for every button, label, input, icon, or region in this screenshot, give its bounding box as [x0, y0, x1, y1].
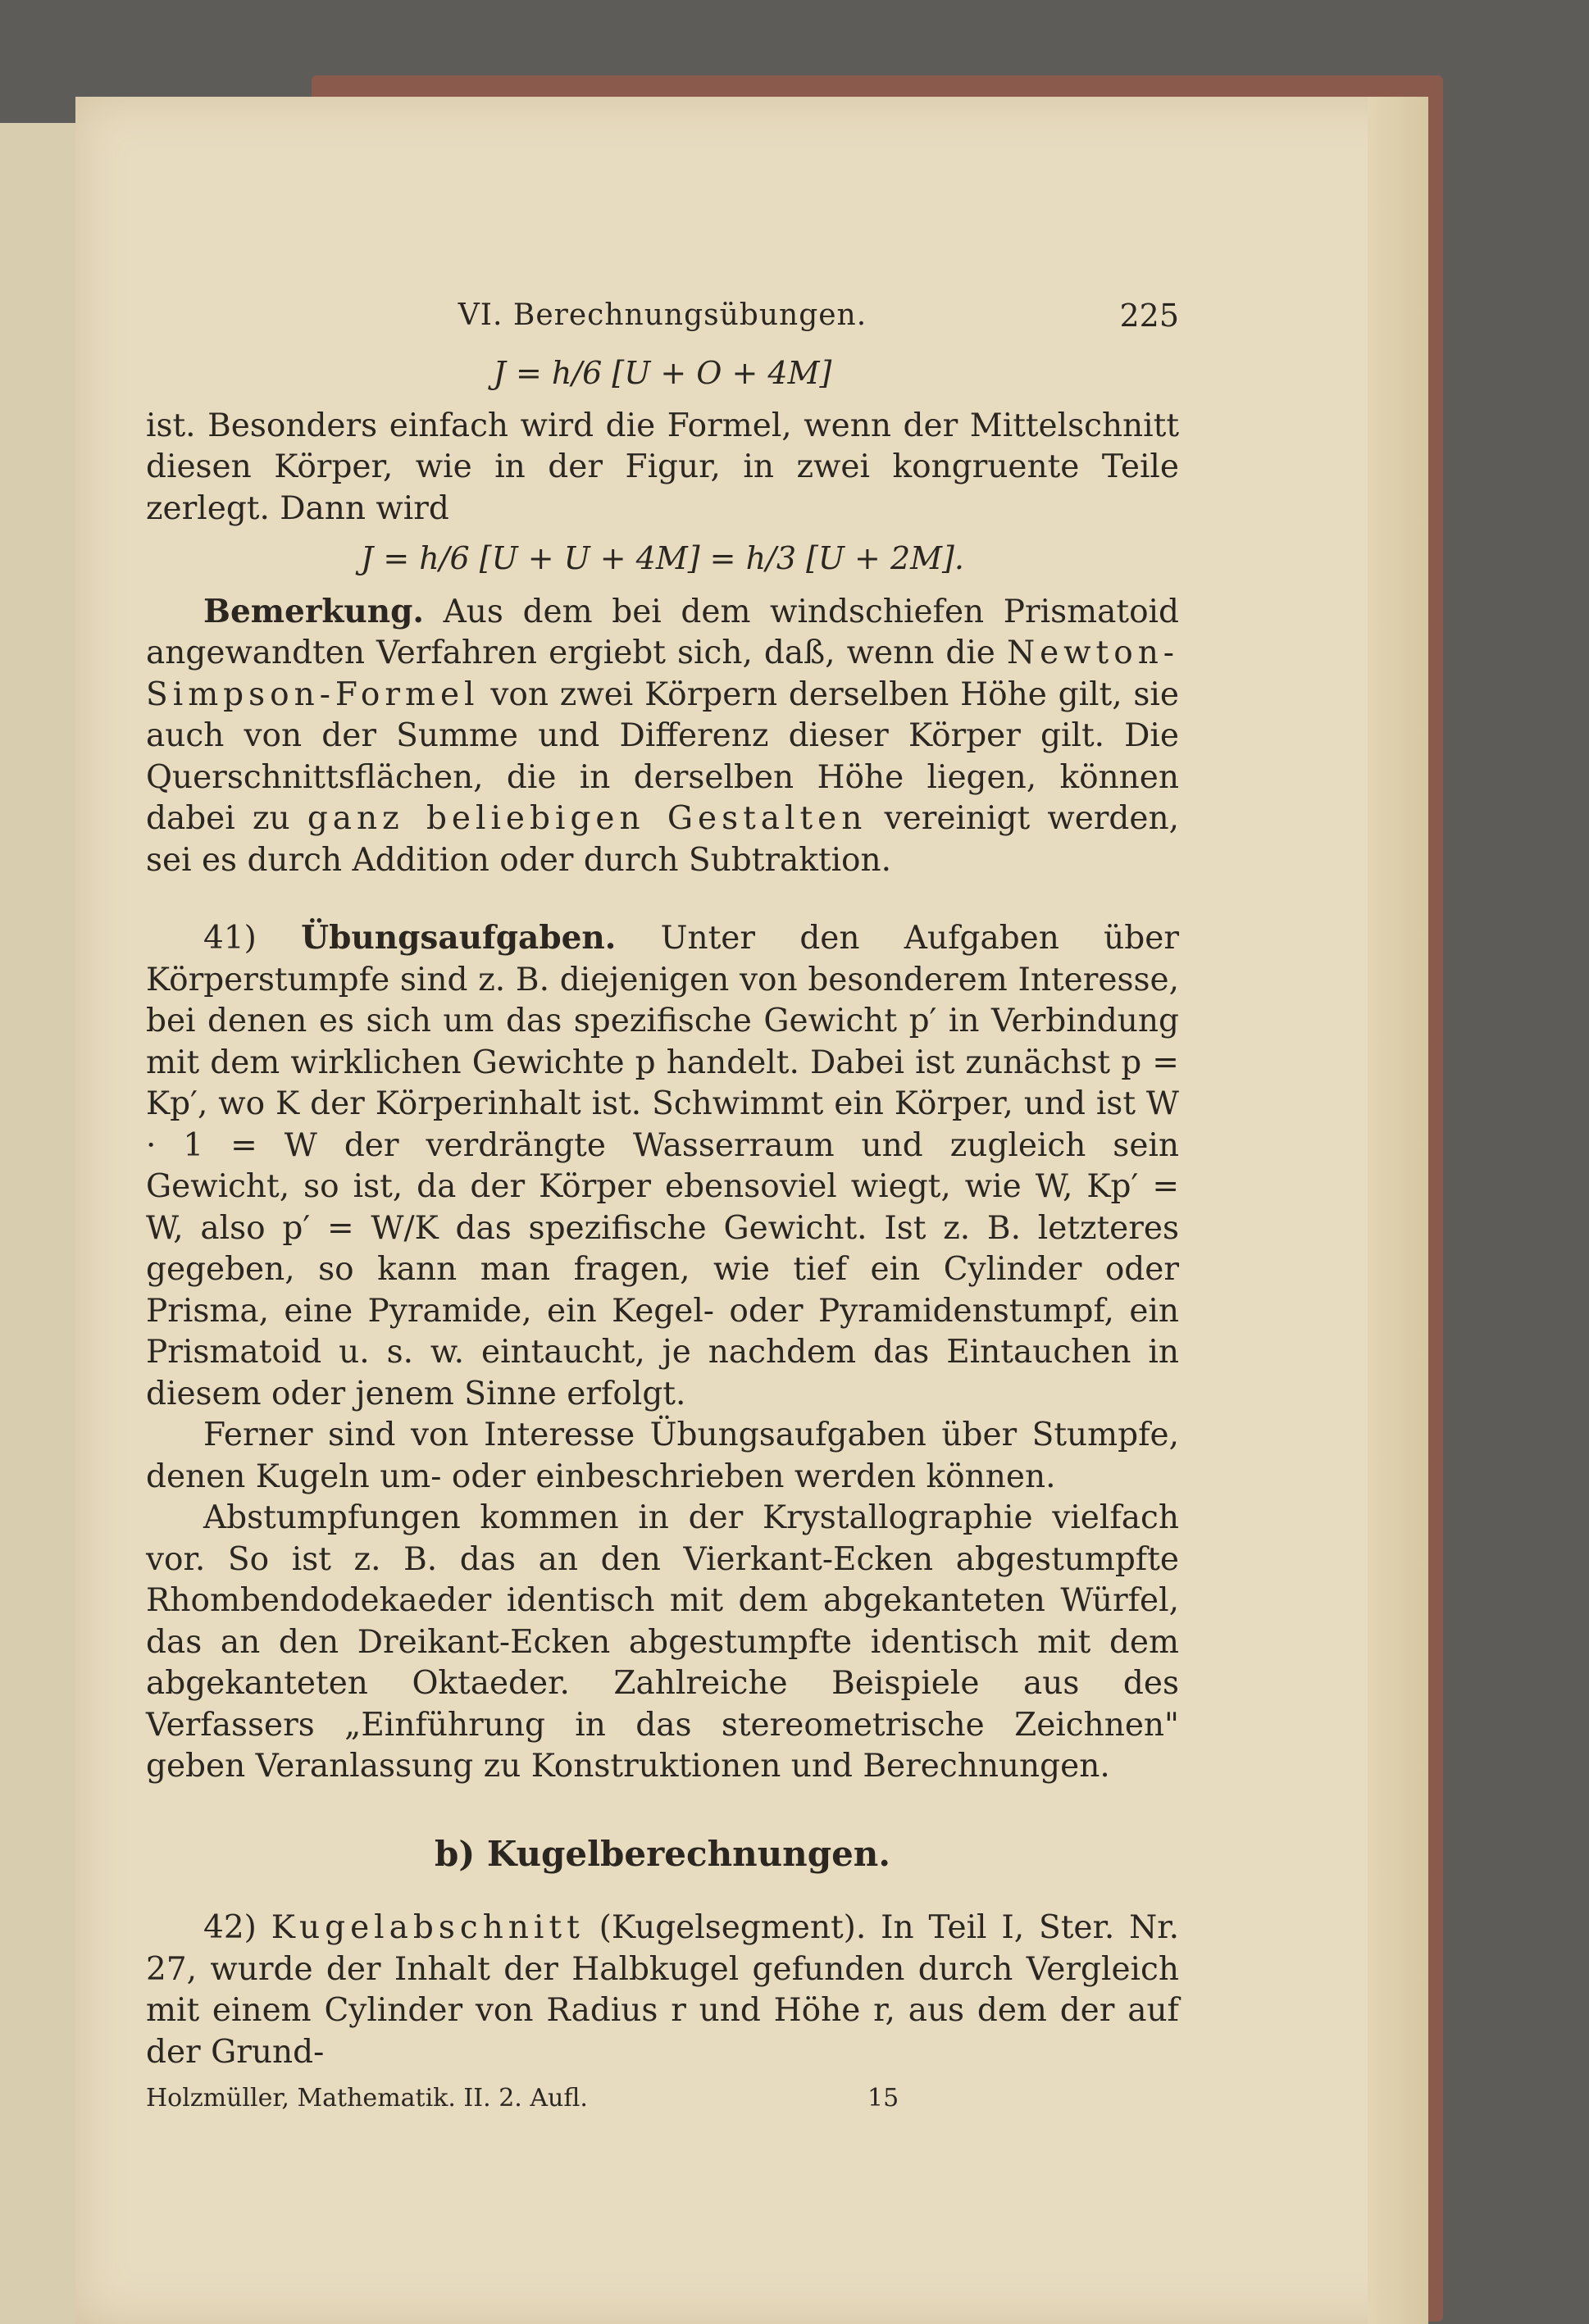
remark-paragraph	[146, 591, 1179, 882]
running-header	[146, 295, 1179, 344]
paragraph-abstumpfungen: Abstumpfungen kommen in der Krystallographie vielfach vor. So ist z. B. das an den Vierkant-Ecken abgestumpfte Rhombendodekaeder identisch mit dem abgekanteten Würfel, das an den Dreikant-Ecken abgestumpfte identisch mit dem abgekanteten Oktaeder. Zahlreiche Beispiele aus des Verfassers „Einführung in das stereometrische Zeichnen" geben Veranlassung zu Konstruktionen und Berechnungen.	[146, 1499, 1179, 1785]
remark-text-a: Aus dem bei dem windschiefen Prismatoid angewandten Verfahren ergiebt sich, daß, wenn die	[146, 593, 1179, 671]
remark-label: Bemerkung.	[203, 592, 424, 630]
header-title: VI. Berechnungsübungen.	[458, 298, 867, 332]
footer-signature: Holzmüller, Mathematik. II. 2. Aufl.	[146, 2084, 588, 2113]
remark-text-b: von zwei Körpern derselben Höhe gilt, sie auch von der Summe und Differenz dieser Körper gilt. Die Querschnittsflächen, die in derselben Höhe liegen, können dabei zu	[146, 675, 1179, 837]
remark-term: Newton-Simpson-Formel	[146, 634, 1179, 713]
left-page-edge	[0, 123, 78, 2324]
section-title: b) Kugelberechnungen.	[435, 1833, 890, 1874]
spacer	[146, 881, 1179, 917]
formula-1: J = h/6 [U + O + 4M]	[493, 355, 832, 391]
formula-2: J = h/6 [U + U + 4M] = h/3 [U + 2M].	[361, 540, 964, 576]
sheet-number: 15	[867, 2084, 899, 2113]
paragraph-1: ist. Besonders einfach wird die Formel, wenn der Mittelschnitt diesen Körper, wie in der Figur, in zwei kongruente Teile zerlegt. Dann wird	[146, 407, 1179, 527]
remark-term-2: ganz beliebigen Gestalten	[307, 800, 867, 837]
remark-text-c: vereinigt werden, sei es durch Addition oder durch Subtraktion.	[146, 800, 1179, 879]
exercise-41-text: Unter den Aufgaben über Körperstumpfe sind z. B. diejenigen von besonderem Interesse, bei denen es sich um das spezifische Gewicht p′ in Verbindung mit dem wirklichen Gewichte p handelt. Dabei ist zunächst p = Kp′, wo K der Körperinhalt ist. Schwimmt ein Körper, und ist W · 1 = W der verdrängte Wasserraum und zugleich sein Gewicht, so ist, da der Körper ebensoviel wiegt, wie W, Kp′ = W, also p′ = W/K das spezifische Gewicht. Ist z. B. letzteres gegeben, so kann man fragen, wie tief ein Cylinder oder Prisma, eine Pyramide, ein Kegel- oder Pyramidenstumpf, ein Prismatoid u. s. w. eintaucht, je nachdem das Eintauchen in diesem oder jenem Sinne erfolgt.	[146, 920, 1179, 1412]
page-number: 225	[1119, 298, 1179, 334]
exercise-41	[146, 917, 1179, 1415]
footer	[146, 2078, 1179, 2119]
page-edge	[1368, 97, 1428, 2324]
exercise-42-text: (Kugelsegment). In Teil I, Ster. Nr. 27, wurde der Inhalt der Halbkugel gefunden durch Vergleich mit einem Cylinder von Radius r und Höhe r, aus dem der auf der Grund-	[146, 1909, 1179, 2071]
exercise-41-number: 41)	[203, 920, 257, 957]
exercise-42-number: 42)	[203, 1909, 257, 1946]
exercise-42-term: Kugelabschnitt	[271, 1909, 585, 1946]
page-text	[146, 295, 1179, 2119]
paragraph-ferner: Ferner sind von Interesse Übungsaufgaben über Stumpfe, denen Kugeln um- oder einbeschrieben werden können.	[146, 1417, 1179, 1495]
exercise-41-label: Übungsaufgaben.	[301, 919, 617, 957]
exercise-42	[146, 1908, 1179, 2073]
